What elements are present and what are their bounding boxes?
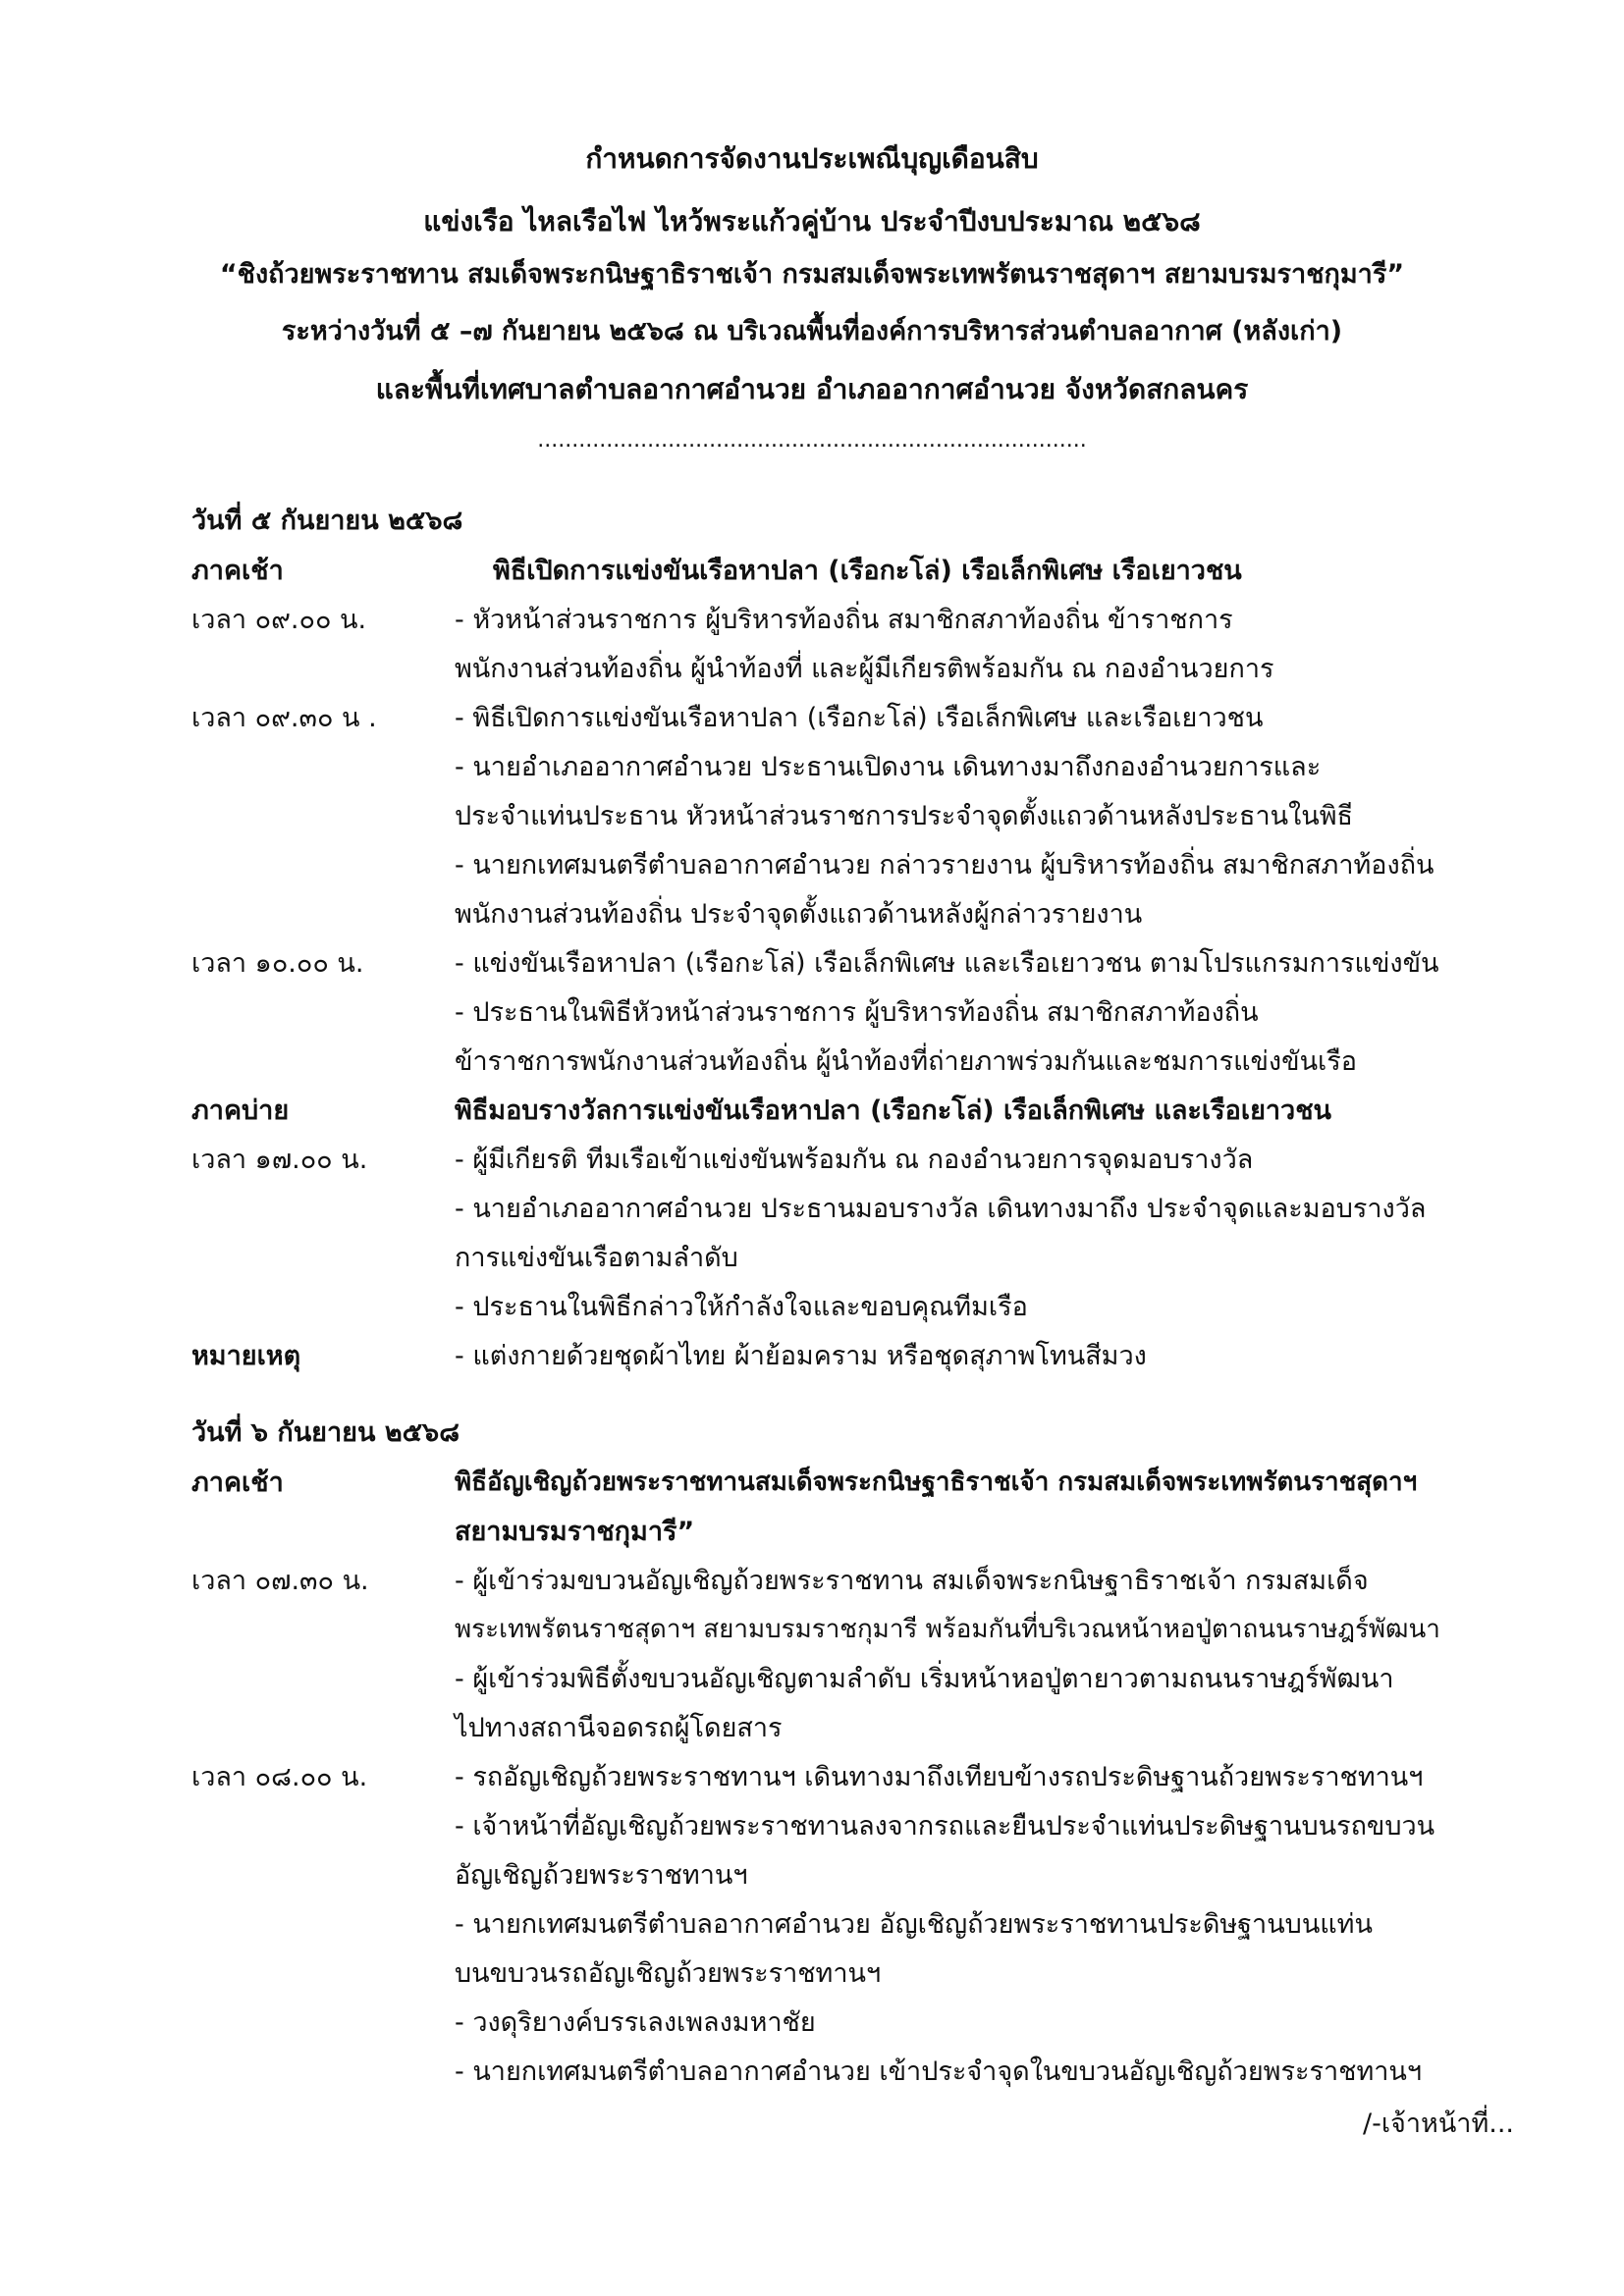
schedule-line: การแข่งขันเรือตามลำดับ <box>455 1243 738 1273</box>
schedule-line: อัญเชิญถ้วยพระราชทานฯ <box>455 1860 748 1891</box>
note-label: หมายเหตุ <box>191 1341 301 1371</box>
schedule-line: - แข่งขันเรือหาปลา (เรือกะโล่) เรือเล็กพิเศษ และเรือเยาวชน ตามโปรแกรมการแข่งขัน <box>455 948 1439 979</box>
schedule-line: - ผู้เข้าร่วมพิธีตั้งขบวนอัญเชิญตามลำดับ เริ่มหน้าหอปู่ตายาวตามถนนราษฎร์พัฒนา <box>455 1664 1394 1694</box>
schedule-line: บนขบวนรถอัญเชิญถ้วยพระราชทานฯ <box>455 1958 882 1989</box>
schedule-line: - ประธานในพิธีกล่าวให้กำลังใจและขอบคุณทีมเรือ <box>455 1292 1028 1322</box>
time-label: เวลา ๐๙.๐๐ น. <box>191 605 367 635</box>
day1-afternoon-label: ภาคบ่าย <box>191 1095 290 1126</box>
schedule-line: พระเทพรัตนราชสุดาฯ สยามบรมราชกุมารี พร้อมกันที่บริเวณหน้าหอปู่ตาถนนราษฎร์พัฒนา <box>455 1615 1440 1644</box>
schedule-line: - นายอำเภออากาศอำนวย ประธานเปิดงาน เดินทางมาถึงกองอำนวยการและ <box>455 752 1322 782</box>
time-label: เวลา ๑๐.๐๐ น. <box>191 948 364 979</box>
doc-trophy-line: “ชิงถ้วยพระราชทาน สมเด็จพระกนิษฐาธิราชเจ้า กรมสมเด็จพระเทพรัตนราชสุดาฯ สยามบรมราชกุมารี” <box>219 259 1405 290</box>
schedule-line: - ผู้เข้าร่วมขบวนอัญเชิญถ้วยพระราชทาน สมเด็จพระกนิษฐาธิราชเจ้า กรมสมเด็จ <box>455 1566 1369 1596</box>
schedule-line: - นายกเทศมนตรีตำบลอากาศอำนวย เข้าประจำจุดในขบวนอัญเชิญถ้วยพระราชทานฯ <box>455 2056 1423 2087</box>
divider: ................................................................................ <box>537 428 1087 453</box>
schedule-line: - นายอำเภออากาศอำนวย ประธานมอบรางวัล เดินทางมาถึง ประจำจุดและมอบรางวัล <box>455 1194 1427 1224</box>
schedule-line: - เจ้าหน้าที่อัญเชิญถ้วยพระราชทานลงจากรถและยืนประจำแท่นประดิษฐานบนรถขบวน <box>455 1811 1435 1842</box>
note-text: - แต่งกายด้วยชุดผ้าไทย ผ้าย้อมคราม หรือชุดสุภาพโทนสีมวง <box>455 1341 1147 1371</box>
day1-afternoon-title: พิธีมอบรางวัลการแข่งขันเรือหาปลา (เรือกะโล่) เรือเล็กพิเศษ และเรือเยาวชน <box>455 1095 1332 1126</box>
day2-date: วันที่ ๖ กันยายน ๒๕๖๘ <box>191 1417 460 1448</box>
doc-venue-2: และพื้นที่เทศบาลตำบลอากาศอำนวย อำเภออากาศอำนวย จังหวัดสกลนคร <box>375 373 1249 405</box>
schedule-line: - ประธานในพิธีหัวหน้าส่วนราชการ ผู้บริหารท้องถิ่น สมาชิกสภาท้องถิ่น <box>455 997 1259 1028</box>
schedule-line: - รถอัญเชิญถ้วยพระราชทานฯ เดินทางมาถึงเทียบข้างรถประดิษฐานถ้วยพระราชทานฯ <box>455 1762 1424 1792</box>
day2-morning-title: พิธีอัญเชิญถ้วยพระราชทานสมเด็จพระกนิษฐาธิราชเจ้า กรมสมเด็จพระเทพรัตนราชสุดาฯ <box>455 1468 1418 1497</box>
schedule-line: - วงดุริยางค์บรรเลงเพลงมหาชัย <box>455 2007 816 2038</box>
doc-date-venue: ระหว่างวันที่ ๕ –๗ กันยายน ๒๕๖๘ ณ บริเวณพื้นที่องค์การบริหารส่วนตำบลอากาศ (หลังเก่า) <box>281 316 1343 347</box>
doc-title: กำหนดการจัดงานประเพณีบุญเดือนสิบ <box>585 142 1039 175</box>
day1-morning-label: ภาคเช้า <box>191 556 284 586</box>
time-label: เวลา ๐๙.๓๐ น . <box>191 703 377 733</box>
schedule-line: ข้าราชการพนักงานส่วนท้องถิ่น ผู้นำท้องที่ถ่ายภาพร่วมกันและชมการแข่งขันเรือ <box>455 1046 1357 1077</box>
doc-subtitle: แข่งเรือ ไหลเรือไฟ ไหว้พระแก้วคู่บ้าน ประจำปีงบประมาณ ๒๕๖๘ <box>423 205 1201 238</box>
schedule-line: พนักงานส่วนท้องถิ่น ประจำจุดตั้งแถวด้านหลังผู้กล่าวรายงาน <box>455 899 1143 930</box>
day1-date: วันที่ ๕ กันยายน ๒๕๖๘ <box>191 506 463 536</box>
day2-morning-label: ภาคเช้า <box>191 1468 284 1498</box>
schedule-line: - พิธีเปิดการแข่งขันเรือหาปลา (เรือกะโล่) เรือเล็กพิเศษ และเรือเยาวชน <box>455 703 1264 733</box>
schedule-line: ประจำแท่นประธาน หัวหน้าส่วนราชการประจำจุดตั้งแถวด้านหลังประธานในพิธี <box>455 801 1354 831</box>
schedule-line: พนักงานส่วนท้องถิ่น ผู้นำท้องที่ และผู้มีเกียรติพร้อมกัน ณ กองอำนวยการ <box>455 654 1274 684</box>
time-label: เวลา ๐๘.๐๐ น. <box>191 1762 368 1792</box>
time-label: เวลา ๑๗.๐๐ น. <box>191 1145 368 1175</box>
schedule-line: - นายกเทศมนตรีตำบลอากาศอำนวย กล่าวรายงาน ผู้บริหารท้องถิ่น สมาชิกสภาท้องถิ่น <box>455 850 1435 881</box>
schedule-line: ไปทางสถานีจอดรถผู้โดยสาร <box>455 1713 783 1743</box>
continuation-marker: /-เจ้าหน้าที่... <box>1362 2109 1514 2139</box>
schedule-line: - นายกเทศมนตรีตำบลอากาศอำนวย อัญเชิญถ้วยพระราชทานประดิษฐานบนแท่น <box>455 1909 1373 1940</box>
time-label: เวลา ๐๗.๓๐ น. <box>191 1566 369 1596</box>
day2-morning-title-cont: สยามบรมราชกุมารี” <box>455 1517 695 1547</box>
day1-morning-title: พิธีเปิดการแข่งขันเรือหาปลา (เรือกะโล่) เรือเล็กพิเศษ เรือเยาวชน <box>493 556 1242 586</box>
schedule-line: - หัวหน้าส่วนราชการ ผู้บริหารท้องถิ่น สมาชิกสภาท้องถิ่น ข้าราชการ <box>455 605 1233 635</box>
schedule-line: - ผู้มีเกียรติ ทีมเรือเข้าแข่งขันพร้อมกัน ณ กองอำนวยการจุดมอบรางวัล <box>455 1145 1254 1175</box>
